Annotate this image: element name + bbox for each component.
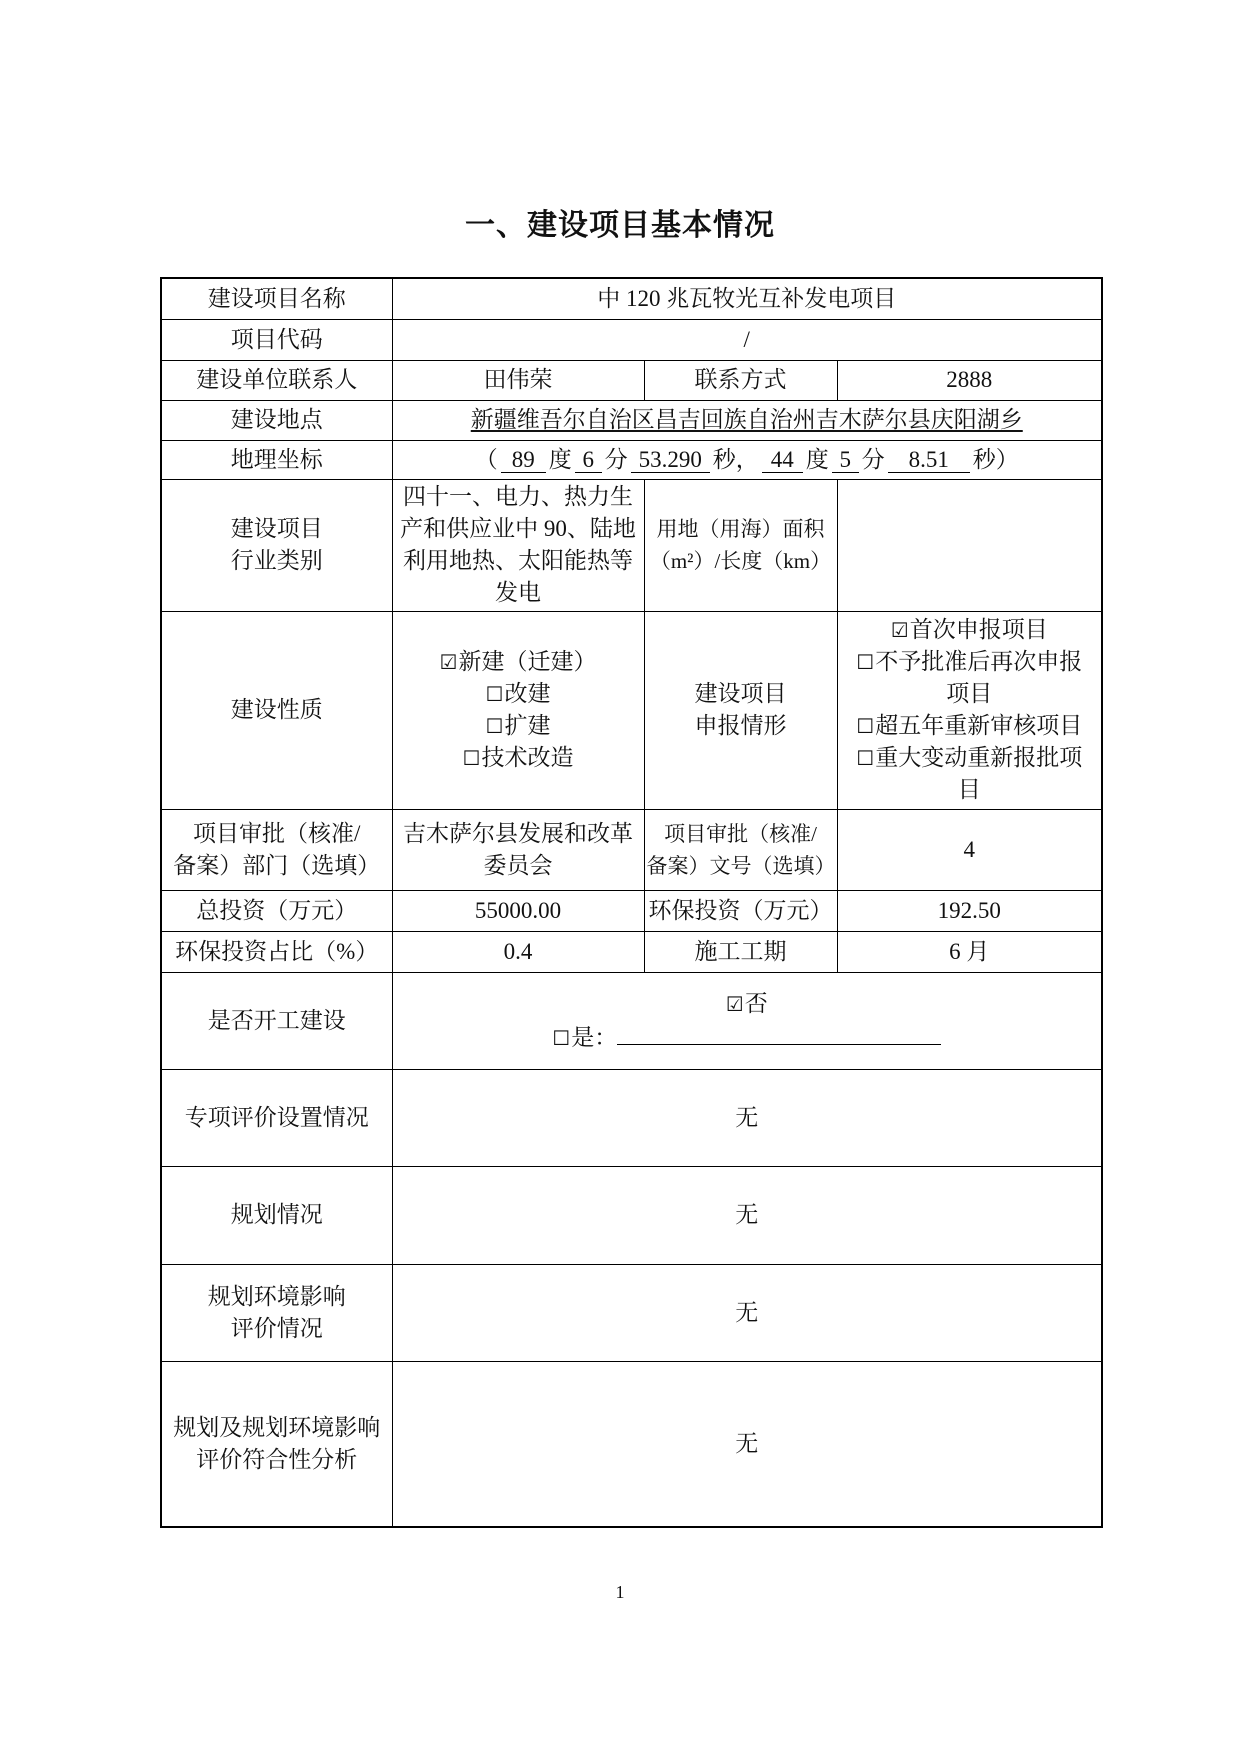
land-area-label-line: （m²）/长度（km） (649, 549, 832, 573)
industry-value-line: 发电 (495, 580, 541, 605)
compliance-label-line: 规划及规划环境影响 (173, 1414, 381, 1440)
longitude-degrees: 89 (501, 448, 546, 473)
unchecked-box-icon: ☐ (462, 746, 481, 770)
declare-option (840, 614, 1100, 646)
nature-option-text: 新建（迁建） (458, 649, 597, 674)
answer-blank-line (617, 1020, 941, 1045)
declare-option-continuation: 目 (957, 777, 981, 802)
project-code-label: 项目代码 (161, 319, 392, 360)
approval-doc-label-line: 备案）文号（选填） (646, 853, 836, 878)
unchecked-box-icon: ☐ (856, 714, 875, 738)
location-cell (392, 400, 1102, 440)
env-investment-value: 192.50 (837, 890, 1102, 931)
declare-option (840, 710, 1100, 742)
construction-period-value: 6 月 (837, 931, 1102, 972)
location-label: 建设地点 (161, 400, 392, 440)
declare-option-text: 重大变动重新报批项 (875, 745, 1083, 770)
coordinates-cell (392, 440, 1102, 479)
land-area-label-line: 用地（用海）面积 (656, 517, 825, 541)
latitude-minutes: 5 (832, 448, 859, 473)
project-info-table (160, 277, 1103, 1528)
nature-option (395, 742, 642, 774)
row-industry (161, 479, 1102, 611)
nature-option (395, 710, 642, 742)
started-options (392, 972, 1102, 1069)
declare-option-text: 超五年重新审核项目 (875, 713, 1083, 738)
row-project-code (161, 319, 1102, 360)
compliance-label (161, 1361, 392, 1527)
row-ratio (161, 931, 1102, 972)
longitude-seconds: 53.290 (631, 448, 710, 473)
unchecked-box-icon: ☐ (485, 682, 504, 706)
degree-unit: 度 (548, 446, 572, 472)
nature-label: 建设性质 (161, 611, 392, 809)
nature-option-text: 改建 (504, 681, 551, 706)
total-investment-value: 55000.00 (392, 890, 644, 931)
started-option-text: 否 (744, 990, 768, 1016)
nature-option (395, 678, 642, 710)
land-area-label (644, 479, 837, 611)
coordinates-label: 地理坐标 (161, 440, 392, 479)
checked-box-icon: ☑ (890, 618, 909, 642)
approval-dept-label (161, 809, 392, 890)
row-coordinates (161, 440, 1102, 479)
special-eval-label: 专项评价设置情况 (161, 1069, 392, 1166)
industry-label-line: 建设项目 (230, 516, 323, 541)
started-option-text: 是： (571, 1024, 618, 1050)
compliance-label-line: 评价符合性分析 (196, 1446, 358, 1472)
started-label: 是否开工建设 (161, 972, 392, 1069)
declare-label-line: 申报情形 (694, 713, 787, 738)
construction-period-label: 施工工期 (644, 931, 837, 972)
approval-doc-value: 4 (837, 809, 1102, 890)
contact-method-value: 2888 (837, 360, 1102, 400)
project-name-label: 建设项目名称 (161, 278, 392, 319)
row-nature (161, 611, 1102, 809)
total-investment-label: 总投资（万元） (161, 890, 392, 931)
declare-option-text: 首次申报项目 (909, 617, 1048, 642)
row-investment (161, 890, 1102, 931)
row-contact (161, 360, 1102, 400)
planning-value: 无 (392, 1166, 1102, 1264)
approval-dept-value-line: 委员会 (483, 852, 553, 878)
declare-option (840, 646, 1100, 678)
checked-box-icon: ☑ (439, 650, 458, 674)
checked-box-icon: ☑ (725, 991, 744, 1016)
industry-value (392, 479, 644, 611)
land-area-value (837, 479, 1102, 611)
planning-eia-label-line: 规划环境影响 (207, 1283, 346, 1309)
project-name-value: 中 120 兆瓦牧光互补发电项目 (392, 278, 1102, 319)
approval-doc-label (644, 809, 837, 890)
unchecked-box-icon: ☐ (552, 1025, 571, 1050)
declare-options (837, 611, 1102, 809)
row-planning (161, 1166, 1102, 1264)
latitude-seconds: 8.51 (888, 448, 970, 473)
page-title: 一、建设项目基本情况 (465, 208, 775, 243)
approval-dept-value-line: 吉木萨尔县发展和改革 (403, 820, 633, 846)
nature-option (395, 646, 642, 678)
approval-dept-value (392, 809, 644, 890)
row-special-eval (161, 1069, 1102, 1166)
coord-separator: ， (735, 446, 759, 472)
env-investment-label: 环保投资（万元） (644, 890, 837, 931)
nature-option-text: 技术改造 (481, 745, 574, 770)
industry-label-line: 行业类别 (230, 548, 323, 573)
nature-options (392, 611, 644, 809)
approval-doc-label-line: 项目审批（核准/ (664, 821, 817, 846)
row-started (161, 972, 1102, 1069)
coord-open-paren: （ (474, 446, 498, 472)
env-ratio-value: 0.4 (392, 931, 644, 972)
coord-close-paren: ） (995, 446, 1019, 472)
declare-option (840, 742, 1100, 774)
nature-option-text: 扩建 (504, 713, 551, 738)
contact-name: 田伟荣 (392, 360, 644, 400)
row-compliance (161, 1361, 1102, 1527)
project-code-value: / (392, 319, 1102, 360)
started-option-yes (395, 1020, 1100, 1054)
unchecked-box-icon: ☐ (485, 714, 504, 738)
planning-eia-label (161, 1264, 392, 1361)
planning-eia-label-line: 评价情况 (230, 1315, 323, 1341)
env-ratio-label: 环保投资占比（%） (161, 931, 392, 972)
declare-label-line: 建设项目 (694, 681, 787, 706)
second-unit: 秒 (712, 446, 736, 472)
row-project-name (161, 278, 1102, 319)
page-number: 1 (615, 1582, 625, 1602)
industry-label (161, 479, 392, 611)
row-planning-eia (161, 1264, 1102, 1361)
compliance-value: 无 (392, 1361, 1102, 1527)
approval-dept-label-line: 备案）部门（选填） (173, 852, 381, 878)
industry-value-line: 产和供应业中 90、陆地 (400, 516, 636, 541)
contact-method-label: 联系方式 (644, 360, 837, 400)
unchecked-box-icon: ☐ (856, 650, 875, 674)
row-approval (161, 809, 1102, 890)
special-eval-value: 无 (392, 1069, 1102, 1166)
second-unit: 秒 (972, 446, 996, 472)
row-location (161, 400, 1102, 440)
industry-value-line: 利用地热、太阳能热等 (403, 548, 633, 573)
latitude-degrees: 44 (762, 448, 803, 473)
location-value: 新疆维吾尔自治区昌吉回族自治州吉木萨尔县庆阳湖乡 (470, 407, 1023, 432)
contact-label: 建设单位联系人 (161, 360, 392, 400)
declare-option-continuation: 项目 (946, 681, 993, 706)
unchecked-box-icon: ☐ (856, 746, 875, 770)
planning-label: 规划情况 (161, 1166, 392, 1264)
degree-unit: 度 (805, 446, 829, 472)
planning-eia-value: 无 (392, 1264, 1102, 1361)
minute-unit: 分 (861, 446, 885, 472)
longitude-minutes: 6 (575, 448, 602, 473)
declare-option-text: 不予批准后再次申报 (875, 649, 1083, 674)
started-option-no (395, 988, 1100, 1020)
declare-label (644, 611, 837, 809)
minute-unit: 分 (604, 446, 628, 472)
approval-dept-label-line: 项目审批（核准/ (193, 820, 361, 846)
industry-value-line: 四十一、电力、热力生 (403, 484, 633, 509)
